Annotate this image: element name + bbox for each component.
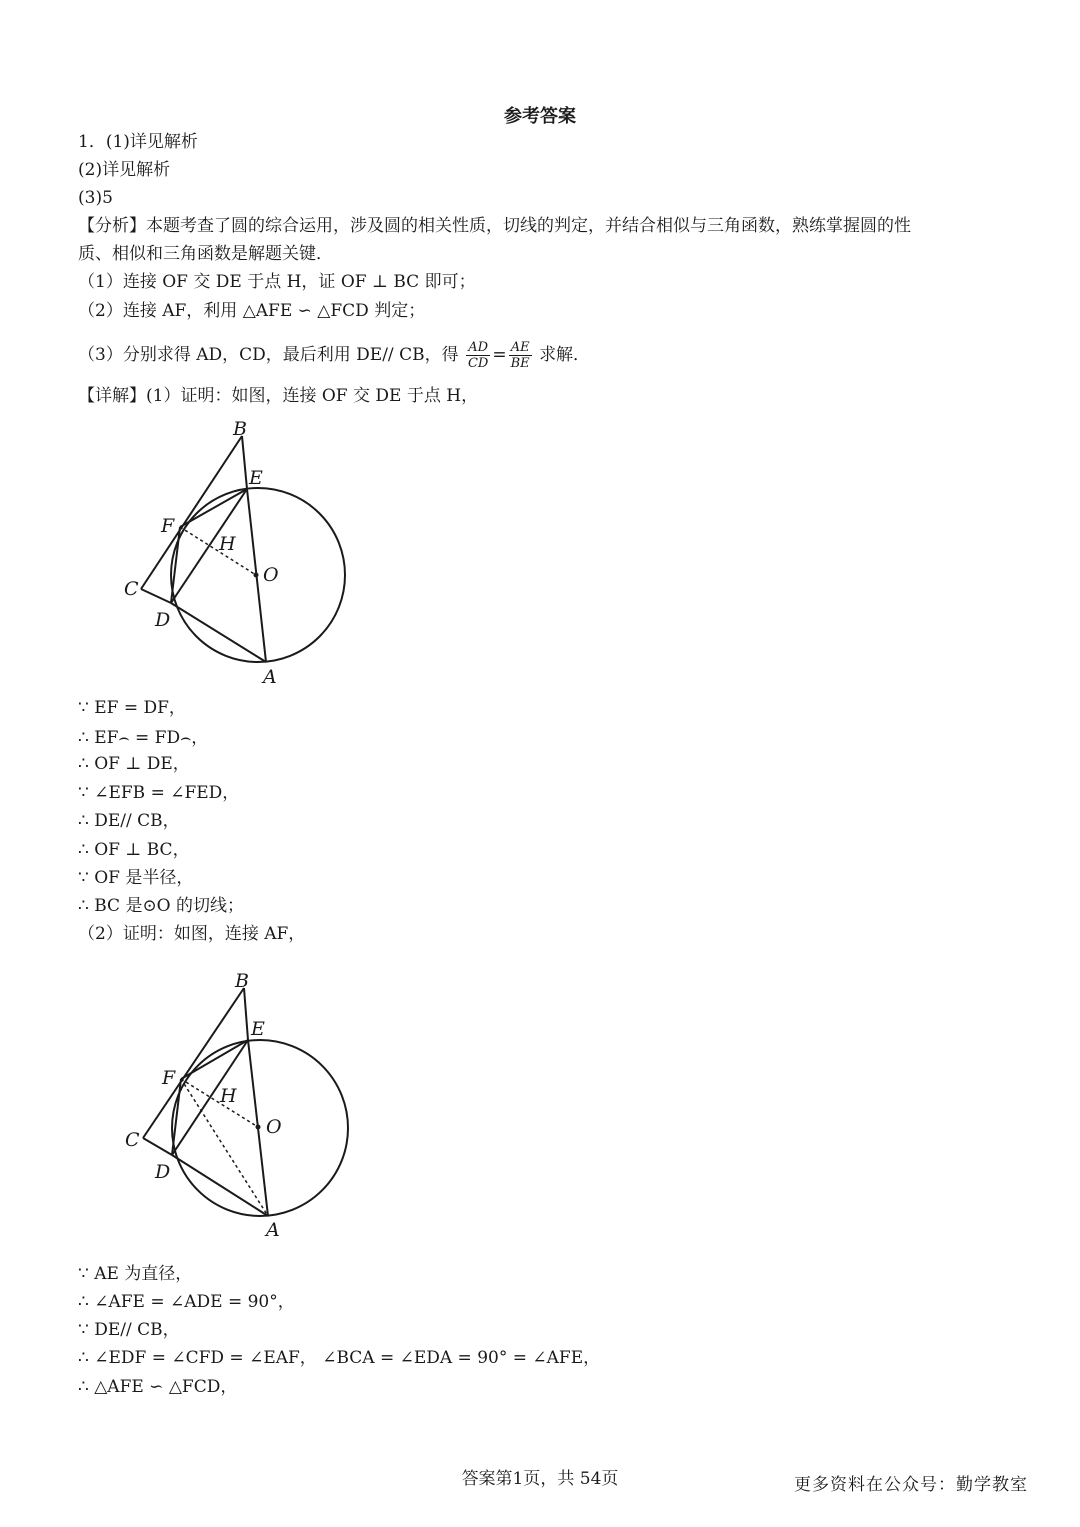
segment-fe	[181, 1040, 248, 1079]
fraction-denominator: BE	[510, 356, 530, 371]
proof2-line-1: ∵ AE 为直径，	[78, 1264, 193, 1284]
label-c: C	[124, 578, 139, 600]
proof2-line-4: ∴ ∠EDF = ∠CFD = ∠EAF， ∠BCA = ∠EDA = 90° = ∠AFE，	[78, 1348, 601, 1368]
point-o	[256, 1125, 261, 1130]
label-f: F	[162, 1067, 176, 1089]
step-3-text: （3）分别求得 AD，CD，最后利用 DE// CB，得	[78, 345, 459, 365]
equals-sign: =	[492, 345, 507, 365]
answer-3: (3)5	[78, 188, 113, 208]
proof1-line-3: ∴ OF ⊥ DE，	[78, 754, 190, 774]
part2-intro: （2）证明：如图，连接 AF，	[78, 924, 306, 944]
proof1-line-1: ∵ EF = DF，	[78, 698, 186, 718]
analysis-step-1: （1）连接 OF 交 DE 于点 H，证 OF ⊥ BC 即可；	[78, 272, 476, 292]
answer-2: (2)详见解析	[78, 160, 171, 180]
segment-be	[244, 988, 248, 1040]
segment-cd	[141, 589, 171, 603]
proof1-line-5: ∴ DE// CB，	[78, 811, 180, 831]
fraction-denominator: CD	[467, 356, 489, 371]
proof1-line-4: ∵ ∠EFB = ∠FED，	[78, 783, 240, 803]
geometry-figure-1	[115, 410, 375, 690]
segment-de	[171, 489, 247, 603]
geometry-figure-2	[115, 962, 375, 1242]
step-3-end: 求解．	[539, 345, 591, 365]
page-footer: 答案第1页，共 54页	[461, 1469, 619, 1489]
proof1-line-8: ∴ BC 是⊙O 的切线；	[78, 896, 245, 916]
segment-be	[242, 436, 247, 489]
label-h: H	[219, 533, 236, 555]
label-e: E	[251, 1018, 265, 1040]
proof1-line-2: ∴ EF⌢ = FD⌢，	[78, 728, 209, 748]
analysis-step-3	[78, 340, 590, 371]
fraction-numerator: AE	[509, 340, 532, 356]
label-e: E	[249, 467, 263, 489]
watermark: 更多资料在公众号：勤学教室	[794, 1475, 1028, 1495]
segment-bc	[141, 436, 242, 589]
analysis-line-1: 【分析】本题考查了圆的综合运用，涉及圆的相关性质，切线的判定，并结合相似与三角函数，熟练掌握圆的性	[78, 216, 911, 236]
point-o	[254, 573, 259, 578]
label-c: C	[125, 1129, 140, 1151]
proof1-line-7: ∵ OF 是半径，	[78, 868, 194, 888]
segment-bc	[143, 988, 244, 1138]
label-f: F	[161, 515, 175, 537]
label-a: A	[263, 666, 277, 688]
label-d: D	[155, 609, 171, 631]
fraction-ad-cd	[466, 340, 490, 371]
segment-cd	[143, 1138, 172, 1155]
label-o: O	[263, 564, 279, 586]
label-a: A	[266, 1219, 280, 1241]
proof1-line-6: ∴ OF ⊥ BC，	[78, 840, 190, 860]
label-o: O	[266, 1116, 282, 1138]
detail-intro: 【详解】(1）证明：如图，连接 OF 交 DE 于点 H，	[78, 386, 479, 406]
fraction-ae-be	[509, 340, 532, 371]
segment-de	[172, 1040, 248, 1155]
proof2-line-3: ∵ DE// CB，	[78, 1320, 180, 1340]
label-d: D	[155, 1161, 171, 1183]
proof2-line-2: ∴ ∠AFE = ∠ADE = 90°，	[78, 1292, 295, 1312]
label-b: B	[235, 970, 249, 992]
proof2-line-5: ∴ △AFE ∽ △FCD，	[78, 1377, 238, 1397]
answer-1: 1．(1)详见解析	[78, 132, 198, 152]
fraction-numerator: AD	[466, 340, 490, 356]
label-b: B	[233, 418, 247, 440]
analysis-line-2: 质、相似和三角函数是解题关键．	[78, 244, 333, 264]
analysis-step-2: （2）连接 AF，利用 △AFE ∽ △FCD 判定；	[78, 301, 426, 321]
segment-fe	[180, 489, 247, 527]
page-title: 参考答案	[504, 106, 576, 127]
label-h: H	[220, 1085, 237, 1107]
